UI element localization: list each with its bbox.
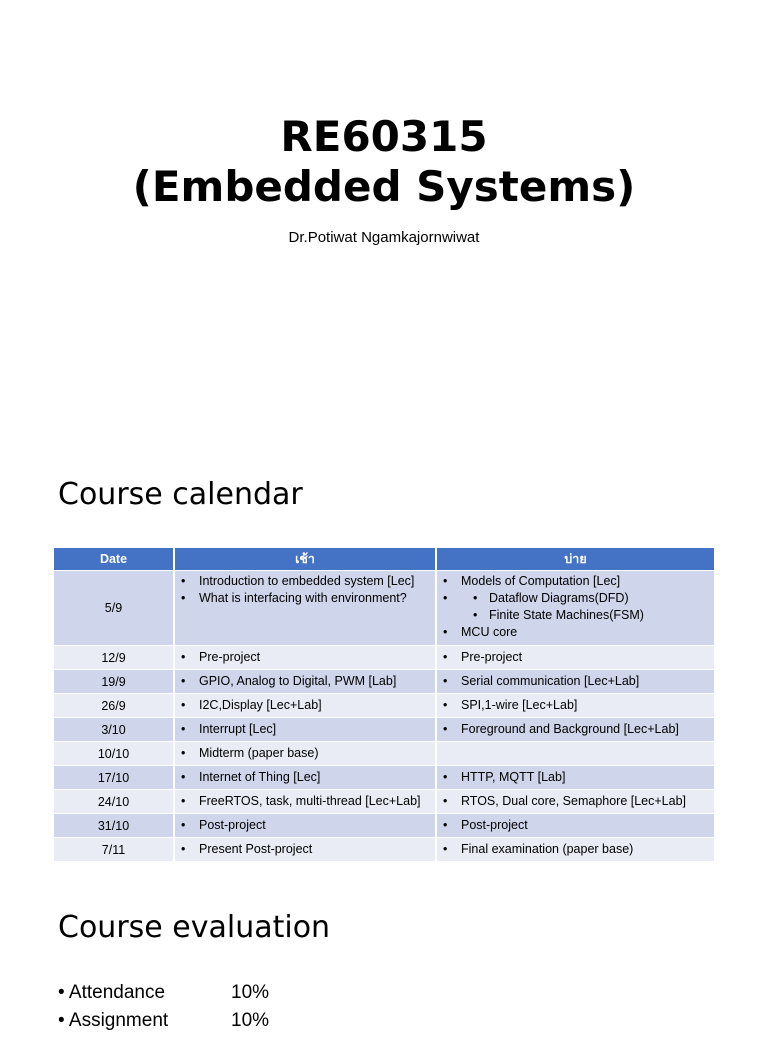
list-item: • I2C,Display [Lec+Lab] [179, 697, 431, 714]
author-name: Dr.Potiwat Ngamkajornwiwat [288, 229, 480, 246]
table-header-row [54, 548, 715, 571]
list-item: • Introduction to embedded system [Lec] [179, 573, 431, 590]
list-item: • GPIO, Analog to Digital, PWM [Lab] [179, 673, 431, 690]
row-afternoon [436, 571, 715, 646]
table-row [54, 766, 715, 790]
sub-list-item: • • Dataflow Diagrams(DFD) [471, 590, 710, 607]
row-afternoon [436, 742, 715, 766]
evaluation-item-label: • Assignment [58, 1010, 169, 1031]
table-row [54, 646, 715, 670]
table-row [54, 742, 715, 766]
table-row [54, 814, 715, 838]
row-afternoon [436, 670, 715, 694]
calendar-heading: Course calendar [58, 477, 303, 512]
row-date: 17/10 [54, 766, 174, 790]
list-item: • Post-project [179, 817, 431, 834]
course-code: RE60315 [280, 112, 488, 161]
list-item: • Serial communication [Lec+Lab] [441, 673, 710, 690]
row-morning [174, 838, 436, 862]
header-afternoon: บ่าย [436, 548, 715, 571]
sub-list-container [441, 590, 710, 624]
header-morning: เช้า [174, 548, 436, 571]
row-afternoon [436, 838, 715, 862]
row-morning [174, 790, 436, 814]
row-date: 26/9 [54, 694, 174, 718]
table-row [54, 670, 715, 694]
table-row [54, 694, 715, 718]
list-item: • SPI,1-wire [Lec+Lab] [441, 697, 710, 714]
list-item: • FreeRTOS, task, multi-thread [Lec+Lab] [179, 793, 431, 810]
list-item: • Final examination (paper base) [441, 841, 710, 858]
list-item: • Present Post-project [179, 841, 431, 858]
list-item: • HTTP, MQTT [Lab] [441, 769, 710, 786]
table-row [54, 571, 715, 646]
row-afternoon [436, 718, 715, 742]
evaluation-heading: Course evaluation [58, 910, 331, 945]
row-morning [174, 718, 436, 742]
evaluation-item-percent: 10% [231, 1010, 270, 1031]
row-morning [174, 571, 436, 646]
row-afternoon [436, 694, 715, 718]
row-date: 31/10 [54, 814, 174, 838]
evaluation-item-label: • Attendance [58, 982, 166, 1003]
row-date: 19/9 [54, 670, 174, 694]
list-item: • Midterm (paper base) [179, 745, 431, 762]
row-date: 7/11 [54, 838, 174, 862]
list-item: • Models of Computation [Lec] [441, 573, 710, 590]
row-date: 3/10 [54, 718, 174, 742]
row-afternoon [436, 766, 715, 790]
list-item: • Foreground and Background [Lec+Lab] [441, 721, 710, 738]
row-afternoon [436, 790, 715, 814]
row-afternoon [436, 814, 715, 838]
table-row [54, 790, 715, 814]
header-date: Date [54, 548, 174, 571]
row-date: 24/10 [54, 790, 174, 814]
sub-list-item: • Finite State Machines(FSM) [471, 607, 710, 624]
row-morning [174, 694, 436, 718]
row-date: 5/9 [54, 571, 174, 646]
list-item: • What is interfacing with environment? [179, 590, 431, 607]
list-item: • Pre-project [179, 649, 431, 666]
list-item: • Pre-project [441, 649, 710, 666]
list-item: • MCU core [441, 624, 710, 641]
table-row [54, 838, 715, 862]
row-morning [174, 670, 436, 694]
evaluation-item-percent: 10% [231, 982, 270, 1003]
row-morning [174, 742, 436, 766]
list-item: • Interrupt [Lec] [179, 721, 431, 738]
table-row [54, 718, 715, 742]
row-afternoon [436, 646, 715, 670]
row-morning [174, 814, 436, 838]
row-date: 12/9 [54, 646, 174, 670]
row-date: 10/10 [54, 742, 174, 766]
slide-title [0, 112, 768, 212]
row-morning [174, 646, 436, 670]
course-name: (Embedded Systems) [132, 162, 636, 211]
row-morning [174, 766, 436, 790]
list-item: • Internet of Thing [Lec] [179, 769, 431, 786]
list-item: • RTOS, Dual core, Semaphore [Lec+Lab] [441, 793, 710, 810]
course-calendar-table [54, 548, 716, 861]
list-item: • Post-project [441, 817, 710, 834]
